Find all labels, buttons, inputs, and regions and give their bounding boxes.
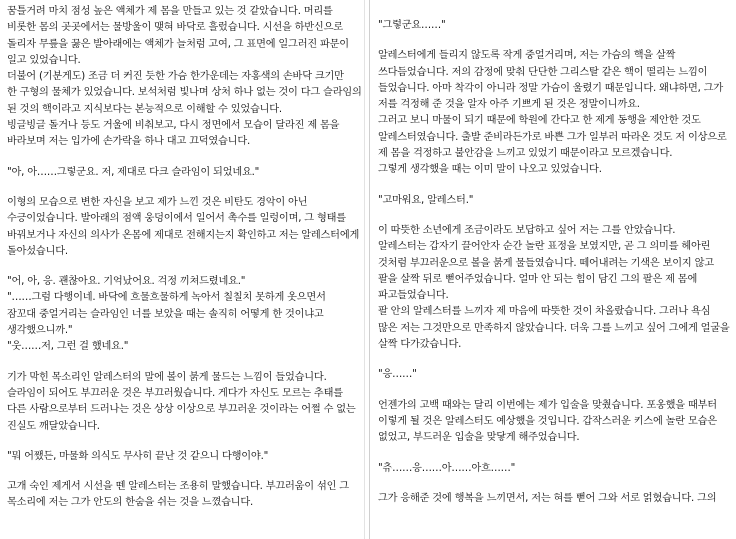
text-line: 수긍이었습니다. 발아래의 점액 웅덩이에서 일어서 촉수를 일렁이며, 그 형태를 xyxy=(7,213,346,225)
paragraph-gap xyxy=(378,179,728,193)
text-line: 잠꼬대 중얼거리는 슬라임인 너를 보았을 때는 솔직히 어떻게 한 것이냐고 xyxy=(7,308,324,320)
text-line: 돌리자 무릎을 꿇은 발아래에는 액체가 늘처럼 고여, 그 표면에 일그러진 파문이 xyxy=(7,38,349,50)
text-line: 이렇게 될 것은 알레스터도 예상했을 것입니다. 갑작스러운 키스에 놀란 모습은 xyxy=(378,415,717,427)
text-line: 살짝 다가갔습니다. xyxy=(378,339,462,351)
text-line: 다른 사람으로부터 드러나는 것은 상상 이상으로 부끄러운 것이라는 어쩔 수 없는 xyxy=(7,404,356,416)
paragraph-gap xyxy=(7,356,358,370)
text-line: 고개 숙인 제게서 시선을 뗀 알레스터는 조용히 말했습니다. 부끄러움이 섞인 그 xyxy=(7,481,349,493)
text-line: "응……" xyxy=(378,369,417,381)
text-line: 이 따뜻한 소년에게 조금이라도 보답하고 싶어 저는 그를 안았습니다. xyxy=(378,224,676,236)
left-page xyxy=(0,0,364,539)
text-line: "그렇군요……" xyxy=(378,20,446,31)
text-line: 팔 안의 알레스터를 느끼자 제 마음에 따뜻한 것이 차올랐습니다. 그러나 욕심 xyxy=(378,306,711,318)
paragraph-gap xyxy=(7,151,358,165)
text-line: 목소리에 저는 그가 안도의 한숨을 쉬는 것을 느꼈습니다. xyxy=(7,497,254,509)
text-line: 저를 걱정해 준 것을 알자 아주 기쁘게 된 것은 정말이니까요. xyxy=(378,99,640,111)
paragraph-gap xyxy=(7,181,358,195)
right-page xyxy=(370,0,736,539)
text-line: 알레스터는 갑자기 끌어안자 순간 놀란 표정을 보였지만, 곧 그 의미를 헤아린 xyxy=(378,241,711,253)
text-line: 생각했으니까." xyxy=(7,325,73,337)
paragraph-gap xyxy=(378,447,728,461)
paragraph-gap xyxy=(7,465,358,479)
text-line: "츄……응……아……아흐……" xyxy=(378,462,516,474)
text-line: 돌아섰습니다. xyxy=(7,245,68,257)
paragraph-gap xyxy=(378,209,728,223)
text-line: "어, 아, 응. 괜찮아요. 기억났어요. 걱정 끼쳐드렸네요." xyxy=(7,276,246,288)
text-line: 알레스터에게 들리지 않도록 작게 중얼거리며, 저는 가슴의 핵을 살짝 xyxy=(378,50,676,62)
text-line: 빙글빙글 돌거나 등도 거울에 비춰보고, 다시 정면에서 모습이 달라진 제 몸을 xyxy=(7,120,340,132)
text-line: 슬라임이 되어도 부끄러운 것은 부끄러웠습니다. 게다가 자신도 모르는 추태를 xyxy=(7,387,343,399)
text-line: 한 구형의 물체가 있었습니다. 보석처럼 빛나며 상처 하나 없는 것이 다그 슬라임의 xyxy=(7,87,362,99)
text-line: 없었고, 부드러운 입술을 맞닿게 해주었습니다. xyxy=(378,432,580,444)
text-line: 이형의 모습으로 변한 자신을 보고 제가 느낀 것은 비탄도 경악이 아닌 xyxy=(7,196,308,208)
paragraph-gap xyxy=(378,477,728,491)
text-line: 제 몸을 걱정하고 불안감을 느끼고 있었기 때문이라고 모르겠습니다. xyxy=(378,148,673,160)
paragraph-gap xyxy=(378,4,728,18)
text-line: 언젠가의 고백 때와는 달리 이번에는 제가 입술을 맞췄습니다. 포옹했을 때부터 xyxy=(378,399,717,411)
text-line: "고마워요, 알레스터." xyxy=(378,194,474,206)
text-line: 바꿔보거나 자신의 의사가 온몸에 제대로 전해지는지 확인하고 저는 알레스터에게 xyxy=(7,229,360,241)
text-line: "……그럼 다행이네. 바닥에 흐물흐물하게 녹아서 칠칠치 못하게 옷으면서 xyxy=(7,292,326,304)
text-line: "아, 아……그렇군요. 저, 제대로 다크 슬라임이 되었네요." xyxy=(7,166,260,178)
text-line: 알레스터였습니다. 출발 준비라든가로 바쁜 그가 일부러 따라온 것도 저 이상으로 xyxy=(378,131,727,143)
text-line: 팔을 살짝 뒤로 뻗어주었습니다. 얼마 안 되는 힘이 담긴 그의 팔은 제 몸에 xyxy=(378,273,698,285)
text-line: 된 것의 핵이라고 지식보다는 본능적으로 이해할 수 있었습니다. xyxy=(7,103,282,115)
text-line: "웃……저, 그런 걸 했네요." xyxy=(7,341,129,353)
paragraph-gap xyxy=(7,260,358,274)
text-line: 일고 있었습니다. xyxy=(7,54,81,66)
text-line: 쓰다듬었습니다. 저의 감정에 맞춰 단단한 그리스탈 같은 핵이 떨리는 느낌이 xyxy=(378,66,708,78)
text-line: 기가 막힌 목소리인 알레스터의 말에 볼이 붉게 물드는 느낌이 들었습니다. xyxy=(7,371,327,383)
text-line: 진실도 깨달았습니다. xyxy=(7,420,100,432)
paragraph-gap xyxy=(378,384,728,398)
paragraph-gap xyxy=(378,34,728,48)
text-line: 들었습니다. 아마 착각이 아니라 정말 가슴이 울렸기 때문입니다. 왜냐하면, 그가 xyxy=(378,82,723,94)
paragraph-gap xyxy=(7,435,358,449)
text-line: 바라보며 저는 입가에 손가락을 하나 대고 끄덕였습니다. xyxy=(7,136,251,148)
text-line: 그렇게 생각했을 때는 이미 말이 나오고 있었습니다. xyxy=(378,164,602,176)
paragraph-gap xyxy=(378,353,728,367)
text-line: "뭐 어쨌든, 마물화 의식도 무사히 끝난 것 같으니 다행이야." xyxy=(7,450,269,462)
text-line: 그러고 보니 마물이 되기 때문에 학원에 간다고 한 제게 동행을 제안한 것도 xyxy=(378,115,701,127)
text-line: 더불어 (기분게도) 조금 더 커진 듯한 가슴 한가운데는 자홍색의 손바닥 크기만 xyxy=(7,71,344,83)
text-line: 비롯한 몸의 곳곳에서는 물방울이 맺혀 바닥로 흘렀습니다. 시선을 하반신으로 xyxy=(7,22,343,34)
text-line: 것처럼 부끄러운으로 볼을 붉게 물들였습니다. 떼어내려는 기색은 보이지 않고 xyxy=(378,257,714,269)
text-line: 그가 응해준 것에 행복을 느끼면서, 저는 혀를 뻗어 그와 서로 얽혔습니다. 그의 xyxy=(378,492,717,504)
text-line: 많은 저는 그것만으로 만족하지 않았습니다. 더욱 그를 느끼고 싶어 그에게 얼굴을 xyxy=(378,322,730,334)
text-line: 꿈틀거려 마치 점성 높은 액체가 제 몸을 만들고 있는 것 같았습니다. 머리를 xyxy=(7,6,333,17)
text-line: 파고들었습니다. xyxy=(378,290,449,302)
